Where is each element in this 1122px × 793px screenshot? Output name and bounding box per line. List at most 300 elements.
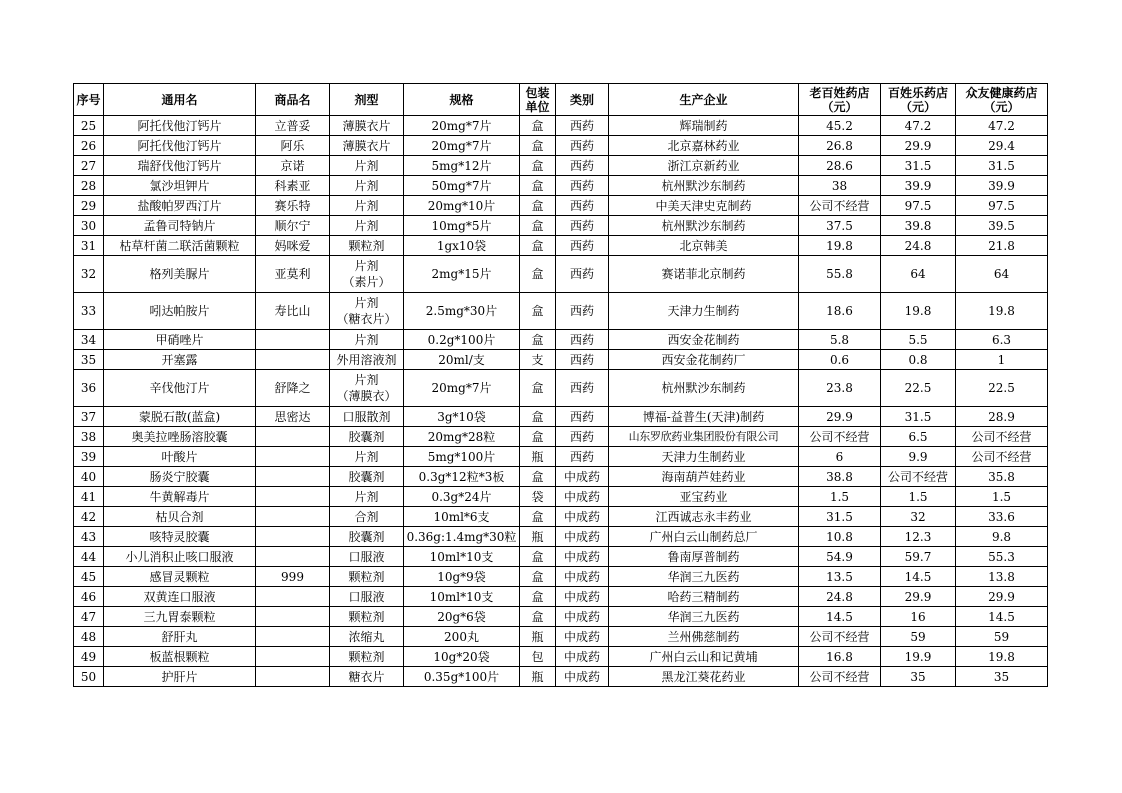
cell-dosage-form: 口服液 xyxy=(330,547,404,567)
cell-price-laobaixing: 19.8 xyxy=(799,236,881,256)
cell-specification: 0.3g*24片 xyxy=(404,487,520,507)
table-row xyxy=(74,196,1048,216)
cell-generic-name: 吲达帕胺片 xyxy=(104,293,256,330)
cell-specification: 0.2g*100片 xyxy=(404,330,520,350)
cell-price-zhongyou: 33.6 xyxy=(956,507,1048,527)
cell-price-zhongyou: 13.8 xyxy=(956,567,1048,587)
cell-category: 西药 xyxy=(556,293,609,330)
table-row xyxy=(74,507,1048,527)
column-header-manufacturer: 生产企业 xyxy=(609,84,799,116)
cell-price-baixingle: 12.3 xyxy=(881,527,956,547)
cell-price-zhongyou: 19.8 xyxy=(956,293,1048,330)
cell-generic-name: 枯草杆菌二联活菌颗粒 xyxy=(104,236,256,256)
cell-price-baixingle: 19.9 xyxy=(881,647,956,667)
cell-price-zhongyou: 35 xyxy=(956,667,1048,687)
cell-index: 44 xyxy=(74,547,104,567)
cell-category: 中成药 xyxy=(556,607,609,627)
cell-dosage-form: 片剂 xyxy=(330,487,404,507)
cell-package-unit: 盒 xyxy=(520,216,556,236)
cell-package-unit: 盒 xyxy=(520,116,556,136)
cell-dosage-form: 合剂 xyxy=(330,507,404,527)
cell-price-laobaixing: 24.8 xyxy=(799,587,881,607)
cell-price-zhongyou: 28.9 xyxy=(956,407,1048,427)
cell-generic-name: 阿托伐他汀钙片 xyxy=(104,116,256,136)
cell-generic-name: 双黄连口服液 xyxy=(104,587,256,607)
cell-price-zhongyou: 59 xyxy=(956,627,1048,647)
cell-package-unit: 盒 xyxy=(520,196,556,216)
table-row xyxy=(74,547,1048,567)
cell-manufacturer: 黑龙江葵花药业 xyxy=(609,667,799,687)
cell-index: 35 xyxy=(74,350,104,370)
cell-generic-name: 小儿消积止咳口服液 xyxy=(104,547,256,567)
cell-price-baixingle: 22.5 xyxy=(881,370,956,407)
cell-brand-name xyxy=(256,547,330,567)
cell-index: 36 xyxy=(74,370,104,407)
cell-specification: 200丸 xyxy=(404,627,520,647)
column-header-specification: 规格 xyxy=(404,84,520,116)
cell-price-baixingle: 9.9 xyxy=(881,447,956,467)
cell-index: 38 xyxy=(74,427,104,447)
cell-price-laobaixing: 38 xyxy=(799,176,881,196)
cell-package-unit: 盒 xyxy=(520,370,556,407)
cell-dosage-form: 颗粒剂 xyxy=(330,607,404,627)
cell-specification: 20mg*7片 xyxy=(404,370,520,407)
cell-package-unit: 盒 xyxy=(520,607,556,627)
column-header-price-zhongyou: 众友健康药店 （元） xyxy=(956,84,1048,116)
cell-index: 39 xyxy=(74,447,104,467)
cell-generic-name: 咳特灵胶囊 xyxy=(104,527,256,547)
cell-dosage-form: 胶囊剂 xyxy=(330,527,404,547)
cell-specification: 20ml/支 xyxy=(404,350,520,370)
cell-specification: 0.36g:1.4mg*30粒 xyxy=(404,527,520,547)
cell-specification: 2.5mg*30片 xyxy=(404,293,520,330)
cell-dosage-form: 外用溶液剂 xyxy=(330,350,404,370)
cell-price-laobaixing: 31.5 xyxy=(799,507,881,527)
cell-category: 西药 xyxy=(556,216,609,236)
cell-index: 30 xyxy=(74,216,104,236)
cell-generic-name: 舒肝丸 xyxy=(104,627,256,647)
table-row xyxy=(74,587,1048,607)
cell-price-baixingle: 31.5 xyxy=(881,407,956,427)
cell-category: 中成药 xyxy=(556,507,609,527)
cell-generic-name: 肠炎宁胶囊 xyxy=(104,467,256,487)
cell-price-baixingle: 5.5 xyxy=(881,330,956,350)
cell-category: 中成药 xyxy=(556,587,609,607)
cell-manufacturer: 海南葫芦娃药业 xyxy=(609,467,799,487)
cell-package-unit: 盒 xyxy=(520,467,556,487)
cell-category: 西药 xyxy=(556,196,609,216)
table-row xyxy=(74,216,1048,236)
cell-manufacturer: 鲁南厚普制药 xyxy=(609,547,799,567)
cell-index: 50 xyxy=(74,667,104,687)
cell-generic-name: 阿托伐他汀钙片 xyxy=(104,136,256,156)
cell-brand-name xyxy=(256,467,330,487)
cell-category: 西药 xyxy=(556,156,609,176)
cell-specification: 20mg*7片 xyxy=(404,136,520,156)
cell-package-unit: 盒 xyxy=(520,567,556,587)
cell-manufacturer: 西安金花制药 xyxy=(609,330,799,350)
cell-price-zhongyou: 1 xyxy=(956,350,1048,370)
cell-price-zhongyou: 64 xyxy=(956,256,1048,293)
cell-price-baixingle: 19.8 xyxy=(881,293,956,330)
table-row xyxy=(74,370,1048,407)
cell-dosage-form: 糖衣片 xyxy=(330,667,404,687)
cell-price-baixingle: 97.5 xyxy=(881,196,956,216)
cell-manufacturer: 华润三九医药 xyxy=(609,567,799,587)
table-row xyxy=(74,293,1048,330)
cell-price-zhongyou: 29.4 xyxy=(956,136,1048,156)
cell-specification: 50mg*7片 xyxy=(404,176,520,196)
cell-price-zhongyou: 19.8 xyxy=(956,647,1048,667)
cell-index: 49 xyxy=(74,647,104,667)
cell-package-unit: 袋 xyxy=(520,487,556,507)
table-body xyxy=(74,116,1048,687)
cell-price-laobaixing: 6 xyxy=(799,447,881,467)
cell-price-laobaixing: 10.8 xyxy=(799,527,881,547)
column-header-price-baixingle: 百姓乐药店 （元） xyxy=(881,84,956,116)
cell-price-laobaixing: 23.8 xyxy=(799,370,881,407)
cell-category: 中成药 xyxy=(556,487,609,507)
cell-brand-name xyxy=(256,667,330,687)
cell-manufacturer: 兰州佛慈制药 xyxy=(609,627,799,647)
cell-index: 33 xyxy=(74,293,104,330)
cell-price-zhongyou: 55.3 xyxy=(956,547,1048,567)
cell-package-unit: 盒 xyxy=(520,156,556,176)
cell-brand-name xyxy=(256,507,330,527)
cell-specification: 10ml*6支 xyxy=(404,507,520,527)
cell-price-laobaixing: 26.8 xyxy=(799,136,881,156)
cell-brand-name xyxy=(256,330,330,350)
cell-index: 31 xyxy=(74,236,104,256)
cell-price-baixingle: 39.9 xyxy=(881,176,956,196)
cell-price-baixingle: 1.5 xyxy=(881,487,956,507)
cell-dosage-form: 片剂 （素片） xyxy=(330,256,404,293)
cell-specification: 20mg*28粒 xyxy=(404,427,520,447)
cell-manufacturer: 中美天津史克制药 xyxy=(609,196,799,216)
cell-price-baixingle: 32 xyxy=(881,507,956,527)
column-header-dosage-form: 剂型 xyxy=(330,84,404,116)
cell-brand-name: 顺尔宁 xyxy=(256,216,330,236)
cell-price-baixingle: 6.5 xyxy=(881,427,956,447)
cell-generic-name: 格列美脲片 xyxy=(104,256,256,293)
cell-index: 29 xyxy=(74,196,104,216)
cell-index: 32 xyxy=(74,256,104,293)
cell-price-baixingle: 14.5 xyxy=(881,567,956,587)
cell-price-laobaixing: 5.8 xyxy=(799,330,881,350)
cell-package-unit: 瓶 xyxy=(520,667,556,687)
cell-generic-name: 叶酸片 xyxy=(104,447,256,467)
cell-index: 46 xyxy=(74,587,104,607)
table-row xyxy=(74,627,1048,647)
cell-price-baixingle: 59 xyxy=(881,627,956,647)
column-header-package-unit: 包装 单位 xyxy=(520,84,556,116)
cell-price-zhongyou: 1.5 xyxy=(956,487,1048,507)
cell-brand-name xyxy=(256,447,330,467)
table-row xyxy=(74,407,1048,427)
cell-generic-name: 甲硝唑片 xyxy=(104,330,256,350)
table-row xyxy=(74,330,1048,350)
cell-manufacturer: 北京韩美 xyxy=(609,236,799,256)
cell-price-zhongyou: 公司不经营 xyxy=(956,427,1048,447)
cell-category: 西药 xyxy=(556,330,609,350)
cell-dosage-form: 薄膜衣片 xyxy=(330,136,404,156)
cell-brand-name xyxy=(256,527,330,547)
cell-package-unit: 盒 xyxy=(520,587,556,607)
cell-manufacturer: 杭州默沙东制药 xyxy=(609,216,799,236)
cell-specification: 10mg*5片 xyxy=(404,216,520,236)
cell-price-zhongyou: 97.5 xyxy=(956,196,1048,216)
cell-price-zhongyou: 21.8 xyxy=(956,236,1048,256)
cell-package-unit: 盒 xyxy=(520,330,556,350)
cell-index: 28 xyxy=(74,176,104,196)
cell-brand-name xyxy=(256,350,330,370)
cell-dosage-form: 片剂 xyxy=(330,196,404,216)
cell-generic-name: 瑞舒伐他汀钙片 xyxy=(104,156,256,176)
cell-generic-name: 氯沙坦钾片 xyxy=(104,176,256,196)
cell-dosage-form: 颗粒剂 xyxy=(330,647,404,667)
table-row xyxy=(74,136,1048,156)
cell-generic-name: 蒙脱石散(蓝盒) xyxy=(104,407,256,427)
cell-price-zhongyou: 22.5 xyxy=(956,370,1048,407)
cell-manufacturer: 赛诺菲北京制药 xyxy=(609,256,799,293)
cell-price-baixingle: 47.2 xyxy=(881,116,956,136)
cell-brand-name xyxy=(256,607,330,627)
cell-generic-name: 枯贝合剂 xyxy=(104,507,256,527)
cell-price-baixingle: 39.8 xyxy=(881,216,956,236)
cell-index: 27 xyxy=(74,156,104,176)
cell-dosage-form: 口服散剂 xyxy=(330,407,404,427)
column-header-category: 类别 xyxy=(556,84,609,116)
cell-dosage-form: 颗粒剂 xyxy=(330,567,404,587)
cell-manufacturer: 杭州默沙东制药 xyxy=(609,176,799,196)
cell-generic-name: 盐酸帕罗西汀片 xyxy=(104,196,256,216)
cell-brand-name xyxy=(256,487,330,507)
cell-generic-name: 感冒灵颗粒 xyxy=(104,567,256,587)
cell-brand-name: 寿比山 xyxy=(256,293,330,330)
table-row xyxy=(74,607,1048,627)
table-row xyxy=(74,156,1048,176)
cell-manufacturer: 江西诚志永丰药业 xyxy=(609,507,799,527)
cell-price-laobaixing: 37.5 xyxy=(799,216,881,236)
cell-category: 西药 xyxy=(556,256,609,293)
cell-brand-name: 亚莫利 xyxy=(256,256,330,293)
table-row xyxy=(74,647,1048,667)
cell-manufacturer: 北京嘉林药业 xyxy=(609,136,799,156)
cell-generic-name: 孟鲁司特钠片 xyxy=(104,216,256,236)
cell-price-zhongyou: 39.9 xyxy=(956,176,1048,196)
cell-manufacturer: 哈药三精制药 xyxy=(609,587,799,607)
cell-package-unit: 盒 xyxy=(520,176,556,196)
cell-generic-name: 护肝片 xyxy=(104,667,256,687)
cell-manufacturer: 博福-益普生(天津)制药 xyxy=(609,407,799,427)
cell-index: 45 xyxy=(74,567,104,587)
cell-package-unit: 瓶 xyxy=(520,627,556,647)
cell-category: 西药 xyxy=(556,116,609,136)
cell-price-laobaixing: 公司不经营 xyxy=(799,627,881,647)
cell-price-laobaixing: 28.6 xyxy=(799,156,881,176)
cell-category: 西药 xyxy=(556,136,609,156)
cell-index: 43 xyxy=(74,527,104,547)
cell-price-baixingle: 29.9 xyxy=(881,136,956,156)
cell-index: 48 xyxy=(74,627,104,647)
cell-price-baixingle: 公司不经营 xyxy=(881,467,956,487)
cell-generic-name: 辛伐他汀片 xyxy=(104,370,256,407)
cell-dosage-form: 片剂 （糖衣片） xyxy=(330,293,404,330)
cell-specification: 20mg*10片 xyxy=(404,196,520,216)
cell-dosage-form: 片剂 xyxy=(330,216,404,236)
cell-index: 40 xyxy=(74,467,104,487)
cell-generic-name: 奥美拉唑肠溶胶囊 xyxy=(104,427,256,447)
cell-price-laobaixing: 1.5 xyxy=(799,487,881,507)
cell-manufacturer: 广州白云山和记黄埔 xyxy=(609,647,799,667)
cell-category: 西药 xyxy=(556,447,609,467)
cell-brand-name: 999 xyxy=(256,567,330,587)
cell-price-laobaixing: 公司不经营 xyxy=(799,667,881,687)
cell-brand-name: 舒降之 xyxy=(256,370,330,407)
cell-brand-name: 妈咪爱 xyxy=(256,236,330,256)
cell-dosage-form: 颗粒剂 xyxy=(330,236,404,256)
cell-price-zhongyou: 31.5 xyxy=(956,156,1048,176)
table-row xyxy=(74,527,1048,547)
table-row xyxy=(74,236,1048,256)
cell-specification: 0.3g*12粒*3板 xyxy=(404,467,520,487)
cell-index: 41 xyxy=(74,487,104,507)
cell-index: 26 xyxy=(74,136,104,156)
cell-package-unit: 盒 xyxy=(520,293,556,330)
cell-price-laobaixing: 18.6 xyxy=(799,293,881,330)
cell-package-unit: 瓶 xyxy=(520,527,556,547)
cell-generic-name: 开塞露 xyxy=(104,350,256,370)
cell-category: 中成药 xyxy=(556,527,609,547)
cell-brand-name xyxy=(256,627,330,647)
cell-manufacturer: 山东罗欣药业集团股份有限公司 xyxy=(609,427,799,447)
cell-package-unit: 盒 xyxy=(520,256,556,293)
cell-price-zhongyou: 35.8 xyxy=(956,467,1048,487)
column-header-generic-name: 通用名 xyxy=(104,84,256,116)
cell-specification: 5mg*12片 xyxy=(404,156,520,176)
cell-package-unit: 盒 xyxy=(520,407,556,427)
cell-manufacturer: 浙江京新药业 xyxy=(609,156,799,176)
cell-generic-name: 板蓝根颗粒 xyxy=(104,647,256,667)
table-row xyxy=(74,667,1048,687)
cell-specification: 5mg*100片 xyxy=(404,447,520,467)
cell-package-unit: 包 xyxy=(520,647,556,667)
cell-category: 中成药 xyxy=(556,627,609,647)
cell-price-laobaixing: 45.2 xyxy=(799,116,881,136)
table-row xyxy=(74,427,1048,447)
cell-package-unit: 盒 xyxy=(520,547,556,567)
cell-package-unit: 瓶 xyxy=(520,447,556,467)
cell-dosage-form: 片剂 xyxy=(330,447,404,467)
cell-price-zhongyou: 47.2 xyxy=(956,116,1048,136)
cell-specification: 2mg*15片 xyxy=(404,256,520,293)
cell-price-zhongyou: 6.3 xyxy=(956,330,1048,350)
cell-package-unit: 盒 xyxy=(520,236,556,256)
cell-dosage-form: 浓缩丸 xyxy=(330,627,404,647)
cell-brand-name: 赛乐特 xyxy=(256,196,330,216)
column-header-brand-name: 商品名 xyxy=(256,84,330,116)
cell-dosage-form: 片剂 xyxy=(330,156,404,176)
cell-manufacturer: 杭州默沙东制药 xyxy=(609,370,799,407)
cell-dosage-form: 薄膜衣片 xyxy=(330,116,404,136)
cell-specification: 10ml*10支 xyxy=(404,587,520,607)
cell-category: 西药 xyxy=(556,427,609,447)
table-row xyxy=(74,116,1048,136)
table-header-row xyxy=(74,84,1048,116)
cell-category: 中成药 xyxy=(556,467,609,487)
cell-dosage-form: 胶囊剂 xyxy=(330,467,404,487)
cell-price-zhongyou: 29.9 xyxy=(956,587,1048,607)
table-row xyxy=(74,256,1048,293)
cell-category: 西药 xyxy=(556,236,609,256)
cell-brand-name xyxy=(256,647,330,667)
cell-generic-name: 三九胃泰颗粒 xyxy=(104,607,256,627)
cell-category: 西药 xyxy=(556,407,609,427)
cell-index: 42 xyxy=(74,507,104,527)
cell-specification: 20g*6袋 xyxy=(404,607,520,627)
cell-price-baixingle: 0.8 xyxy=(881,350,956,370)
cell-brand-name: 思密达 xyxy=(256,407,330,427)
cell-package-unit: 支 xyxy=(520,350,556,370)
cell-price-laobaixing: 0.6 xyxy=(799,350,881,370)
cell-category: 西药 xyxy=(556,176,609,196)
cell-category: 中成药 xyxy=(556,667,609,687)
table-row xyxy=(74,176,1048,196)
cell-price-laobaixing: 13.5 xyxy=(799,567,881,587)
cell-package-unit: 盒 xyxy=(520,136,556,156)
cell-manufacturer: 天津力生制药业 xyxy=(609,447,799,467)
table-row xyxy=(74,487,1048,507)
cell-index: 47 xyxy=(74,607,104,627)
cell-price-baixingle: 59.7 xyxy=(881,547,956,567)
cell-index: 34 xyxy=(74,330,104,350)
cell-price-baixingle: 16 xyxy=(881,607,956,627)
cell-price-zhongyou: 14.5 xyxy=(956,607,1048,627)
cell-brand-name xyxy=(256,587,330,607)
cell-price-laobaixing: 55.8 xyxy=(799,256,881,293)
cell-package-unit: 盒 xyxy=(520,427,556,447)
table-row xyxy=(74,447,1048,467)
cell-price-laobaixing: 29.9 xyxy=(799,407,881,427)
cell-manufacturer: 华润三九医药 xyxy=(609,607,799,627)
cell-category: 中成药 xyxy=(556,547,609,567)
cell-manufacturer: 天津力生制药 xyxy=(609,293,799,330)
drug-price-table xyxy=(73,83,1048,687)
cell-manufacturer: 西安金花制药厂 xyxy=(609,350,799,370)
table-row xyxy=(74,467,1048,487)
cell-dosage-form: 胶囊剂 xyxy=(330,427,404,447)
cell-category: 中成药 xyxy=(556,647,609,667)
cell-specification: 0.35g*100片 xyxy=(404,667,520,687)
cell-brand-name xyxy=(256,427,330,447)
cell-manufacturer: 辉瑞制药 xyxy=(609,116,799,136)
cell-category: 西药 xyxy=(556,370,609,407)
cell-price-baixingle: 64 xyxy=(881,256,956,293)
cell-price-zhongyou: 公司不经营 xyxy=(956,447,1048,467)
cell-price-laobaixing: 公司不经营 xyxy=(799,427,881,447)
column-header-price-laobaixing: 老百姓药店 （元） xyxy=(799,84,881,116)
cell-package-unit: 盒 xyxy=(520,507,556,527)
cell-dosage-form: 片剂 xyxy=(330,330,404,350)
cell-dosage-form: 片剂 （薄膜衣） xyxy=(330,370,404,407)
cell-dosage-form: 口服液 xyxy=(330,587,404,607)
table-row xyxy=(74,567,1048,587)
cell-brand-name: 科素亚 xyxy=(256,176,330,196)
cell-index: 25 xyxy=(74,116,104,136)
cell-price-baixingle: 35 xyxy=(881,667,956,687)
cell-dosage-form: 片剂 xyxy=(330,176,404,196)
cell-category: 中成药 xyxy=(556,567,609,587)
